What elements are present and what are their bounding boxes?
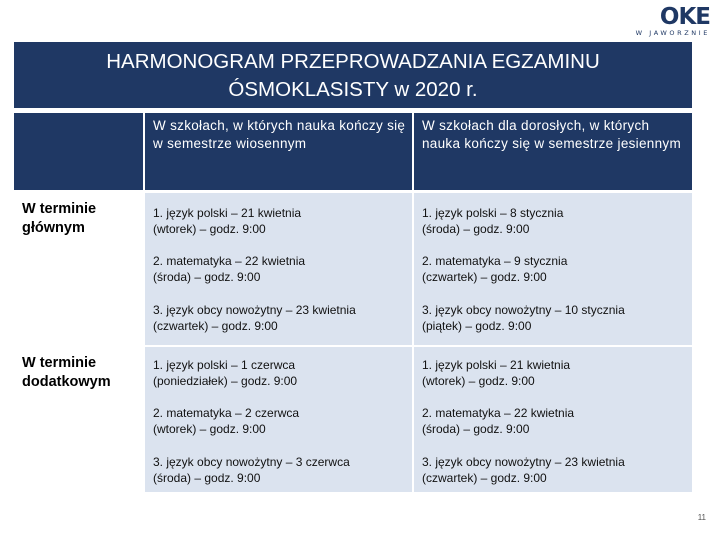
exam-entry: [153, 205, 408, 237]
logo-main-text: OKE: [659, 4, 710, 30]
exam-time: (środa) – godz. 9:00: [422, 222, 530, 236]
header-label-2: W szkołach dla dorosłych, w których nauka kończy się w semestrze jesiennym: [422, 118, 682, 151]
exam-entry: [153, 253, 408, 285]
exam-time: (czwartek) – godz. 9:00: [153, 319, 278, 333]
exam-subject: 2. matematyka – 22 kwietnia: [422, 406, 575, 420]
exam-subject: 3. język obcy nowożytny – 3 czerwca: [153, 455, 350, 469]
header-label-0: [14, 113, 143, 117]
row-label-additional-term: W terminie dodatkowym: [14, 347, 143, 492]
logo-sub-text: W JAWORZNIE: [635, 29, 710, 37]
exam-time: (piątek) – godz. 9:00: [422, 319, 532, 333]
header-label-1: W szkołach, w których nauka kończy się w semestrze wiosennym: [153, 118, 406, 151]
title-line-1: HARMONOGRAM PRZEPROWADZANIA EGZAMINU: [106, 50, 600, 73]
exam-entry: [153, 302, 408, 334]
cell-additional-autumn: [414, 347, 692, 492]
exam-entry: [153, 357, 408, 389]
exam-time: (wtorek) – godz. 9:00: [153, 222, 266, 236]
header-empty-cell: [14, 113, 143, 190]
header-spring-schools: [145, 113, 412, 190]
exam-time: (środa) – godz. 9:00: [153, 471, 261, 485]
exam-subject: 3. język obcy nowożytny – 23 kwietnia: [153, 303, 356, 317]
row-label-main-term: W terminie głównym: [14, 193, 143, 345]
oke-logo: [624, 5, 710, 37]
header-adult-schools: [414, 113, 692, 190]
exam-time: (poniedziałek) – godz. 9:00: [153, 374, 298, 388]
exam-entry: [153, 405, 408, 437]
exam-subject: 1. język polski – 1 czerwca: [153, 358, 296, 372]
exam-subject: 2. matematyka – 9 stycznia: [422, 254, 568, 268]
cell-additional-spring: [145, 347, 412, 492]
exam-subject: 1. język polski – 21 kwietnia: [422, 358, 571, 372]
exam-subject: 1. język polski – 21 kwietnia: [153, 206, 302, 220]
exam-subject: 2. matematyka – 2 czerwca: [153, 406, 300, 420]
exam-entry: [153, 454, 408, 486]
exam-subject: 2. matematyka – 22 kwietnia: [153, 254, 306, 268]
title-line-2: ÓSMOKLASISTY w 2020 r.: [228, 78, 478, 101]
exam-time: (czwartek) – godz. 9:00: [422, 270, 547, 284]
exam-time: (wtorek) – godz. 9:00: [422, 374, 535, 388]
exam-entry: [422, 205, 688, 237]
exam-subject: 3. język obcy nowożytny – 23 kwietnia: [422, 455, 625, 469]
cell-main-spring: [145, 193, 412, 345]
title-bar: [14, 42, 692, 108]
exam-entry: [422, 454, 688, 486]
exam-entry: [422, 357, 688, 389]
exam-entry: [422, 253, 688, 285]
exam-time: (środa) – godz. 9:00: [422, 422, 530, 436]
exam-time: (wtorek) – godz. 9:00: [153, 422, 266, 436]
exam-subject: 1. język polski – 8 stycznia: [422, 206, 564, 220]
slide-number: 11: [697, 513, 706, 522]
exam-time: (środa) – godz. 9:00: [153, 270, 261, 284]
exam-entry: [422, 405, 688, 437]
exam-time: (czwartek) – godz. 9:00: [422, 471, 547, 485]
exam-entry: [422, 302, 688, 334]
cell-main-autumn: [414, 193, 692, 345]
exam-subject: 3. język obcy nowożytny – 10 stycznia: [422, 303, 625, 317]
